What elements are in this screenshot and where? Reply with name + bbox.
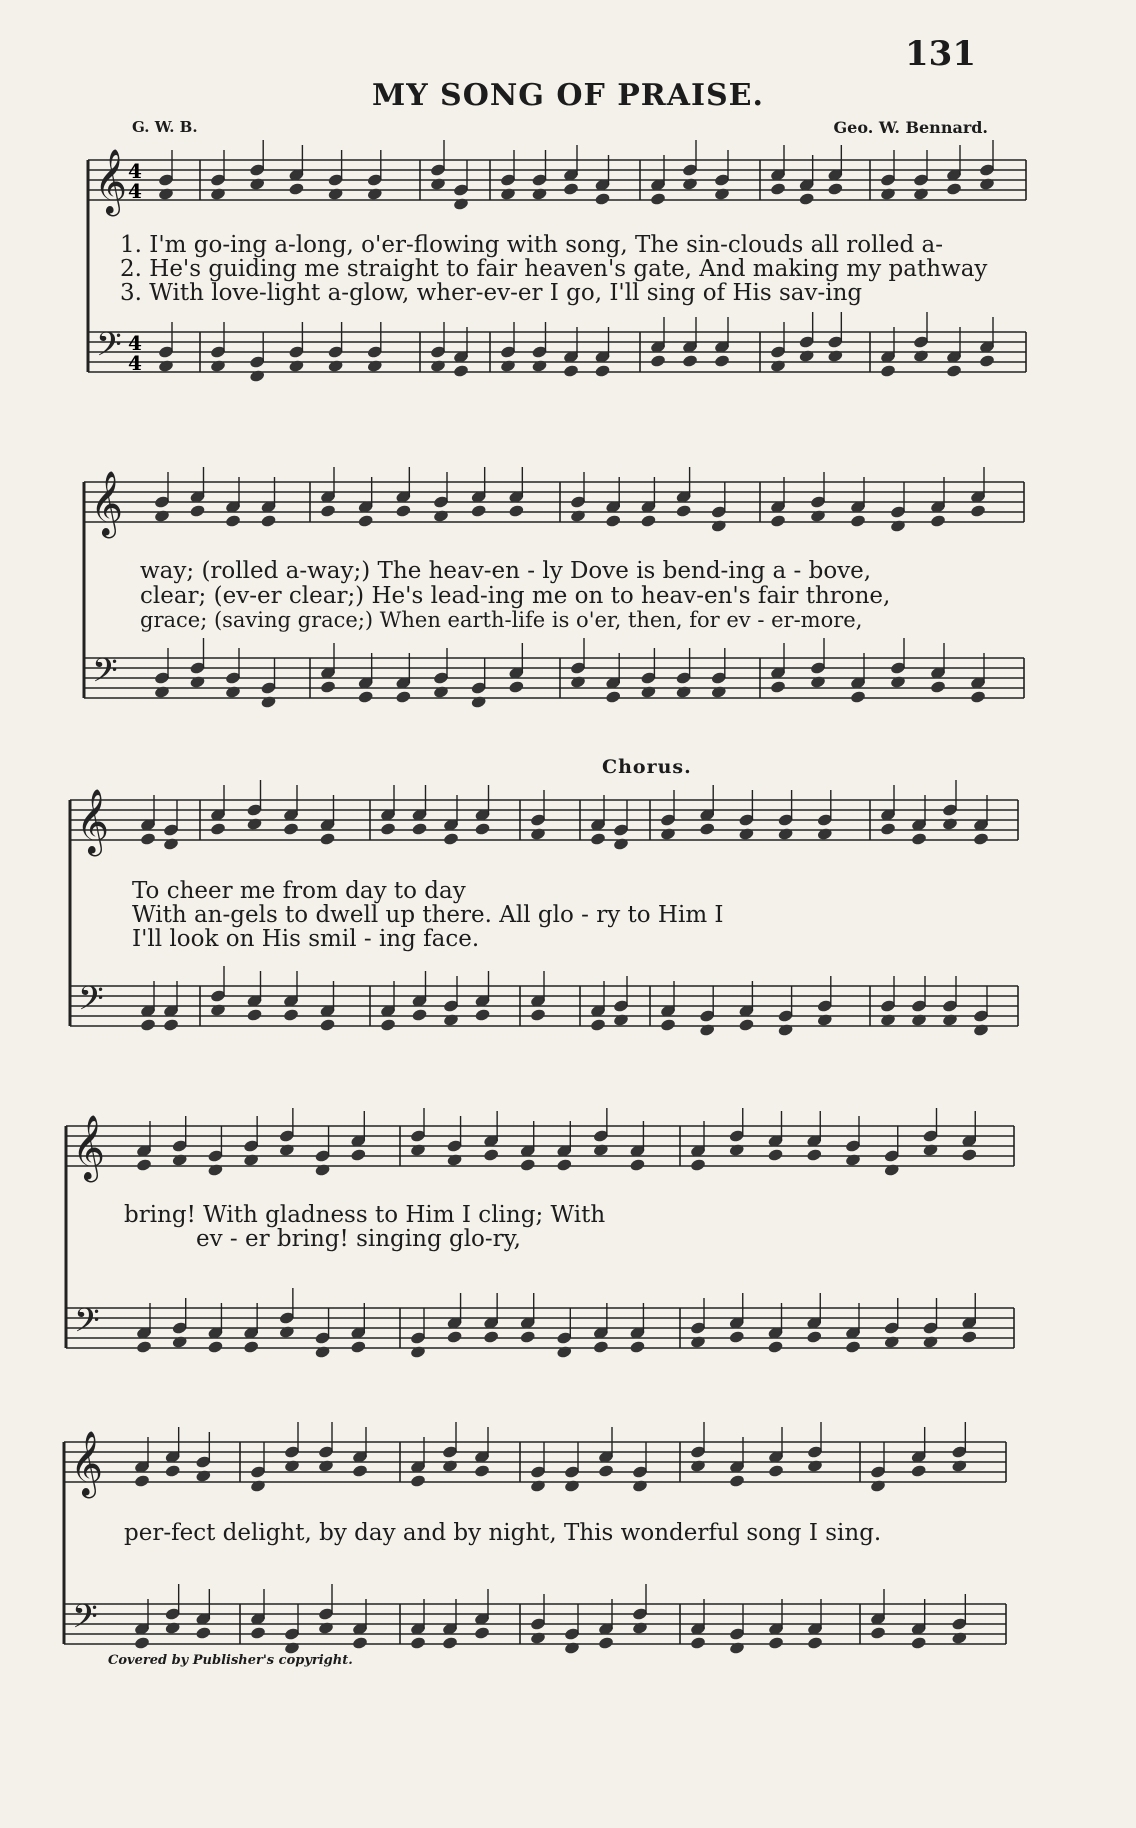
bass-staff (84, 658, 1024, 698)
page-number: 131 (905, 34, 976, 74)
lyric-verse-2: clear; (ev-er clear;) He's lead-ing me on to heav-en's fair throne, (140, 583, 891, 609)
music-system-5 (0, 1418, 1136, 1658)
lyric-line-1: bring! With gladness to Him I cling; With (124, 1202, 606, 1228)
treble-clef-icon: 𝄞 (72, 1115, 106, 1180)
bass-clef-icon: 𝄢 (72, 1598, 98, 1644)
time-signature-icon: 4 (128, 179, 142, 203)
music-system-2 (0, 458, 1136, 728)
treble-staff (84, 482, 1024, 522)
treble-clef-icon: 𝄞 (94, 149, 128, 214)
lyricist-credit: G. W. B. (132, 118, 198, 136)
music-system-3 (0, 780, 1136, 1050)
bass-clef-icon: 𝄢 (78, 980, 104, 1026)
lyric-verse-3: grace; (saving grace;) When earth-life is o'er, then, for ev - er-more, (140, 608, 863, 632)
chorus-label: Chorus. (602, 756, 692, 778)
bass-clef-icon: 𝄢 (96, 326, 122, 372)
treble-clef-icon: 𝄞 (76, 789, 110, 854)
treble-staff (66, 1126, 1014, 1166)
bass-clef-icon: 𝄢 (74, 1302, 100, 1348)
bass-staff (88, 332, 1026, 372)
treble-clef-icon: 𝄞 (70, 1431, 104, 1496)
bass-clef-icon: 𝄢 (92, 652, 118, 698)
lyric-line-2: ev - er bring! singing glo-ry, (196, 1226, 521, 1252)
song-title: MY SONG OF PRAISE. (371, 78, 764, 113)
composer-credit: Geo. W. Bennard. (833, 118, 988, 137)
lyric-verse-1: To cheer me from day to day (132, 878, 466, 904)
lyric-verse-1: way; (rolled a-way;) The heav-en - ly Dove is bend-ing a - bove, (140, 558, 872, 584)
lyric-verse-3: 3. With love-light a-glow, wher-ev-er I go, I'll sing of His sav-ing (120, 280, 863, 306)
music-system-4 (0, 1108, 1136, 1378)
bass-staff (66, 1308, 1014, 1348)
music-system-1 (0, 140, 1136, 400)
lyric-verse-1: 1. I'm go-ing a-long, o'er-flowing with song, The sin-clouds all rolled a- (120, 232, 943, 258)
lyric-verse-2: 2. He's guiding me straight to fair heaven's gate, And making my pathway (120, 256, 988, 282)
copyright-note: Covered by Publisher's copyright. (108, 1653, 353, 1668)
treble-clef-icon: 𝄞 (90, 471, 124, 536)
time-signature-icon: 4 (128, 159, 142, 183)
staff-system-4 (0, 1108, 1136, 1378)
lyric-verse-3: I'll look on His smil - ing face. (132, 926, 480, 952)
lyric-verse-2: With an-gels to dwell up there. All glo - ry to Him I (132, 902, 724, 928)
time-signature-icon: 4 (128, 351, 142, 375)
lyric-line-1: per-fect delight, by day and by night, This wonderful song I sing. (124, 1520, 882, 1546)
time-signature-icon: 4 (128, 331, 142, 355)
note-group (154, 467, 987, 533)
